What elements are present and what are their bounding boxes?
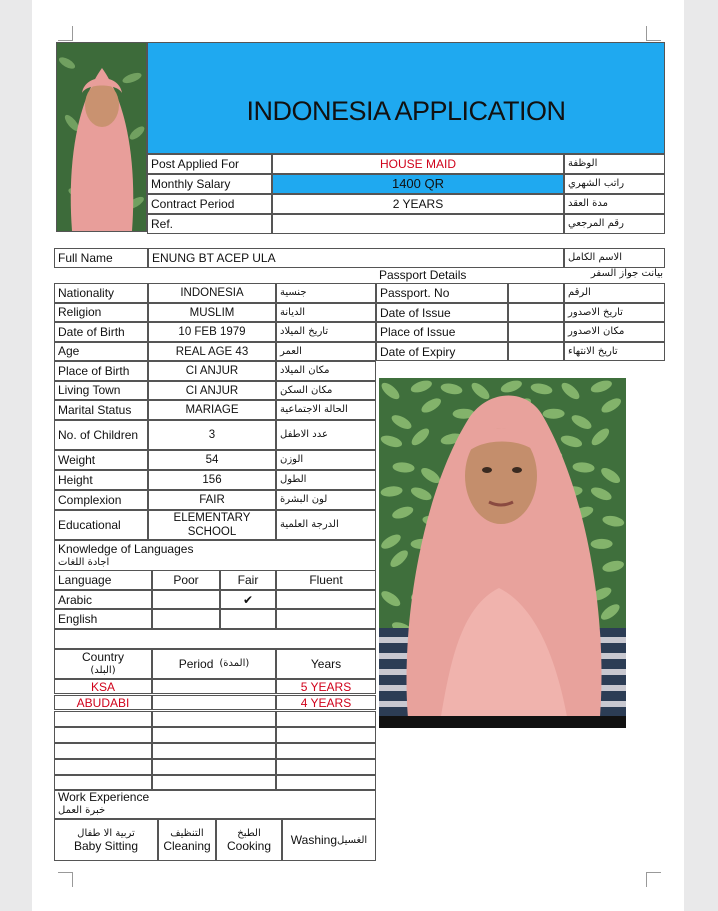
- work-skill-cell: [158, 819, 216, 861]
- work-skill-label: Baby Sitting: [73, 839, 139, 853]
- contract-label: Contract Period: [147, 194, 272, 214]
- employment-cell: [152, 743, 276, 759]
- employment-cell: [152, 695, 276, 710]
- employment-cell: [276, 759, 376, 775]
- personal-value: INDONESIA: [148, 283, 276, 303]
- employment-cell: 5 YEARS: [276, 679, 376, 694]
- passport-arabic-label: تاريخ الانتهاء: [564, 342, 665, 361]
- language-cell: [220, 609, 276, 629]
- country-header-arabic: (البلد): [90, 665, 116, 676]
- personal-arabic-label: مكان الميلاد: [276, 361, 376, 381]
- contract-value: 2 YEARS: [272, 194, 564, 214]
- employment-cell: [276, 727, 376, 743]
- country-header: [54, 649, 152, 679]
- personal-value: 3: [148, 420, 276, 450]
- languages-title-arabic: اجادة اللغات: [58, 556, 110, 568]
- crop-mark: [58, 872, 73, 887]
- employment-cell: [276, 711, 376, 727]
- work-skill-cell: [282, 819, 376, 861]
- page-title: INDONESIA APPLICATION: [147, 42, 665, 154]
- post-value: HOUSE MAID: [272, 154, 564, 174]
- full-name-arabic-label: الاسم الكامل: [564, 248, 665, 268]
- work-skill-cell: [216, 819, 282, 861]
- personal-arabic-label: الوزن: [276, 450, 376, 470]
- work-skill-label: Washing: [290, 832, 338, 847]
- personal-label: Religion: [54, 303, 148, 322]
- work-skill-label: Cooking: [226, 839, 272, 853]
- personal-label: Age: [54, 342, 148, 361]
- passport-arabic-label: مكان الاصدور: [564, 322, 665, 342]
- employment-cell: [54, 759, 152, 775]
- full-name-label: Full Name: [54, 248, 148, 268]
- salary-value: 1400 QR: [272, 174, 564, 194]
- period-header-text: Period: [178, 657, 214, 671]
- passport-label: Date of Issue: [376, 303, 508, 322]
- passport-value: [508, 283, 564, 303]
- period-header-arabic: (المدة): [219, 658, 250, 669]
- personal-value: CI ANJUR: [148, 381, 276, 400]
- language-cell: Arabic: [54, 590, 152, 609]
- work-skill-arabic: الغسيل: [337, 834, 368, 846]
- applicant-photo-small: [56, 42, 147, 232]
- full-name-value: ENUNG BT ACEP ULA: [148, 248, 564, 268]
- crop-mark: [646, 872, 661, 887]
- personal-label: Date of Birth: [54, 322, 148, 342]
- personal-arabic-label: تاريخ الميلاد: [276, 322, 376, 342]
- applicant-photo-large: [379, 378, 626, 728]
- photo-dark-strip: [379, 716, 626, 728]
- work-skill-cell: [54, 819, 158, 861]
- employment-cell: ABUDABI: [54, 695, 152, 710]
- work-skill-arabic: التنظيف: [170, 828, 204, 839]
- employment-cell: [152, 711, 276, 727]
- crop-mark: [58, 26, 73, 41]
- work-experience-title-arabic: خبرة العمل: [58, 805, 106, 816]
- employment-cell: KSA: [54, 679, 152, 694]
- passport-value: [508, 303, 564, 322]
- ref-value: [272, 214, 564, 234]
- personal-value: MARIAGE: [148, 400, 276, 420]
- period-header: [152, 649, 276, 679]
- post-label: Post Applied For: [147, 154, 272, 174]
- work-skill-arabic: تربية الا طفال: [77, 828, 135, 839]
- personal-arabic-label: لون البشرة: [276, 490, 376, 510]
- language-column-header: Fair: [220, 570, 276, 590]
- salary-arabic-label: راتب الشهري: [564, 174, 665, 194]
- personal-arabic-label: العمر: [276, 342, 376, 361]
- language-blank-row: [54, 629, 376, 649]
- personal-label: Weight: [54, 450, 148, 470]
- languages-title-cell: [54, 540, 376, 570]
- work-experience-title: Work Experience: [58, 790, 150, 804]
- employment-cell: [54, 743, 152, 759]
- employment-cell: [152, 727, 276, 743]
- passport-value: [508, 322, 564, 342]
- language-cell: [152, 590, 220, 609]
- language-column-header: Language: [54, 570, 152, 590]
- employment-cell: [276, 743, 376, 759]
- employment-cell: [54, 711, 152, 727]
- work-skill-label: Cleaning: [163, 839, 211, 853]
- passport-label: Place of Issue: [376, 322, 508, 342]
- language-cell: English: [54, 609, 152, 629]
- personal-value: 156: [148, 470, 276, 490]
- personal-value: ELEMENTARY SCHOOL: [148, 510, 276, 540]
- employment-cell: [152, 679, 276, 694]
- language-cell: [276, 590, 376, 609]
- personal-arabic-label: الديانة: [276, 303, 376, 322]
- personal-value: FAIR: [148, 490, 276, 510]
- ref-label: Ref.: [147, 214, 272, 234]
- passport-label: Passport. No: [376, 283, 508, 303]
- passport-header-arabic: بيانت جواز السفر: [590, 268, 663, 279]
- personal-arabic-label: الطول: [276, 470, 376, 490]
- language-cell: [152, 609, 220, 629]
- crop-mark: [646, 26, 661, 41]
- personal-arabic-label: جنسية: [276, 283, 376, 303]
- personal-label: Complexion: [54, 490, 148, 510]
- country-header-text: Country: [81, 650, 125, 664]
- personal-value: CI ANJUR: [148, 361, 276, 381]
- language-column-header: Poor: [152, 570, 220, 590]
- passport-header: Passport Details: [379, 268, 467, 282]
- work-experience-title-cell: [54, 789, 376, 819]
- ref-arabic-label: رقم المرجعي: [564, 214, 665, 234]
- personal-label: Nationality: [54, 283, 148, 303]
- post-arabic-label: الوظفة: [564, 154, 665, 174]
- passport-value: [508, 342, 564, 361]
- salary-label: Monthly Salary: [147, 174, 272, 194]
- personal-value: MUSLIM: [148, 303, 276, 322]
- personal-arabic-label: الدرجة العلمية: [276, 510, 376, 540]
- language-cell: [276, 609, 376, 629]
- personal-value: 54: [148, 450, 276, 470]
- personal-label: Living Town: [54, 381, 148, 400]
- passport-arabic-label: الرقم: [564, 283, 665, 303]
- employment-cell: 4 YEARS: [276, 695, 376, 710]
- personal-value: REAL AGE 43: [148, 342, 276, 361]
- personal-label: No. of Children: [54, 420, 148, 450]
- employment-cell: [152, 759, 276, 775]
- personal-value: 10 FEB 1979: [148, 322, 276, 342]
- personal-label: Place of Birth: [54, 361, 148, 381]
- personal-label: Marital Status: [54, 400, 148, 420]
- years-header: Years: [276, 649, 376, 679]
- language-cell: ✔: [220, 590, 276, 609]
- language-column-header: Fluent: [276, 570, 376, 590]
- employment-cell: [54, 727, 152, 743]
- contract-arabic-label: مدة العقد: [564, 194, 665, 214]
- personal-arabic-label: الحالة الاجتماعية: [276, 400, 376, 420]
- personal-label: Height: [54, 470, 148, 490]
- passport-label: Date of Expiry: [376, 342, 508, 361]
- personal-label: Educational: [54, 510, 148, 540]
- passport-arabic-label: تاريخ الاصدور: [564, 303, 665, 322]
- languages-title: Knowledge of Languages: [58, 541, 194, 556]
- personal-arabic-label: عدد الاطفل: [276, 420, 376, 450]
- work-skill-arabic: الطبخ: [237, 828, 261, 839]
- personal-arabic-label: مكان السكن: [276, 381, 376, 400]
